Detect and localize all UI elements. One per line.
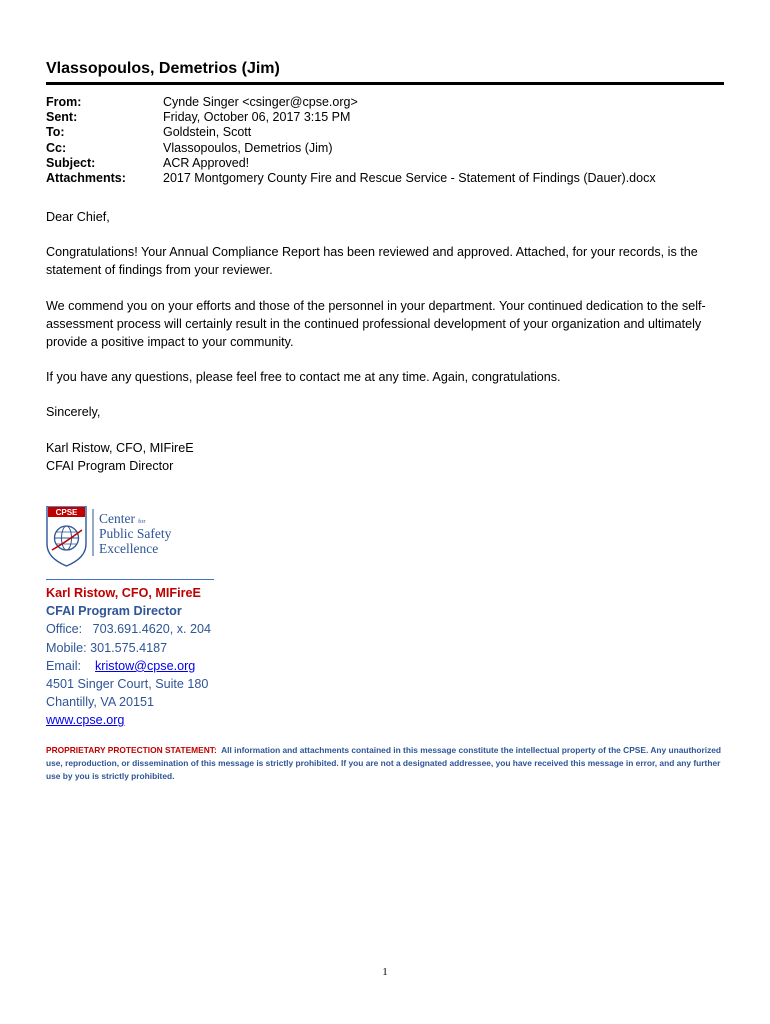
page-number: 1	[382, 966, 388, 978]
header-label: Cc:	[46, 140, 67, 155]
header-value: ACR Approved!	[163, 155, 250, 170]
cpse-logo	[46, 506, 186, 568]
email-link[interactable]: kristow@cpse.org	[95, 658, 196, 673]
mobile-label: Mobile:	[46, 640, 87, 655]
greeting: Dear Chief,	[46, 210, 110, 224]
header-label: Attachments:	[46, 171, 126, 186]
logo-wordmark-line: Public Safety	[99, 526, 172, 541]
body-paragraph: Congratulations! Your Annual Compliance Report has been reviewed and approved. Attached, for your records, is the statement of findings from your reviewer.	[46, 245, 698, 278]
mailbox-owner-title: Vlassopoulos, Demetrios (Jim)	[46, 60, 280, 77]
title-divider	[46, 82, 724, 85]
body-paragraph: If you have any questions, please feel free to contact me at any time. Again, congratulations.	[46, 370, 561, 385]
office-label: Office:	[46, 622, 83, 637]
header-value: Vlassopoulos, Demetrios (Jim)	[163, 140, 333, 155]
attachment-filename[interactable]: 2017 Montgomery County Fire and Rescue Service - Statement of Findings (Dauer).docx	[163, 171, 656, 186]
signature-divider	[46, 579, 214, 580]
logo-wordmark-center: Center for	[99, 511, 146, 526]
header-from	[46, 95, 656, 110]
header-label: Subject:	[46, 155, 96, 170]
header-label: From:	[46, 95, 82, 109]
signature-name: Karl Ristow, CFO, MIFireE	[46, 586, 201, 600]
sender-title: CFAI Program Director	[46, 458, 174, 473]
sender-name: Karl Ristow, CFO, MIFireE	[46, 440, 194, 455]
email-label: Email:	[46, 658, 81, 673]
signature-office	[46, 620, 211, 638]
signature-mobile	[46, 639, 211, 657]
closing: Sincerely,	[46, 405, 101, 420]
proprietary-text: All information and attachments contained in this message constitute the intellectual property of the CPSE. Any unauthorized use, reproduction, or dissemination of this message is strictly prohibited. If you are not a designated addressee, you have received this message in error, and any further use by you is strictly prohibited.	[46, 745, 722, 781]
email-body	[46, 208, 726, 475]
mobile-phone: 301.575.4187	[90, 640, 168, 655]
header-value: Cynde Singer <csinger@cpse.org>	[163, 95, 358, 109]
address-line: 4501 Singer Court, Suite 180	[46, 677, 209, 692]
proprietary-label: PROPRIETARY PROTECTION STATEMENT:	[46, 745, 217, 755]
header-label: Sent:	[46, 110, 78, 125]
logo-badge-text: CPSE	[55, 508, 78, 517]
header-subject	[46, 156, 656, 171]
header-to	[46, 125, 656, 140]
proprietary-statement	[46, 744, 726, 783]
office-phone: 703.691.4620, x. 204	[92, 622, 212, 637]
website-link[interactable]: www.cpse.org	[46, 713, 125, 728]
header-cc	[46, 141, 656, 156]
signature-role: CFAI Program Director	[46, 604, 182, 619]
header-sent	[46, 110, 656, 125]
logo-wordmark-line: Excellence	[99, 541, 159, 556]
header-attachments	[46, 171, 656, 186]
body-paragraph: We commend you on your efforts and those of the personnel in your department. Your continued dedication to the self-assessment process will certainly result in the continued professional development of your organization and ultimately provide a positive impact to your community.	[46, 298, 706, 350]
header-value: Goldstein, Scott	[163, 125, 252, 140]
header-label: To:	[46, 125, 65, 140]
email-headers	[46, 95, 656, 186]
address-line: Chantilly, VA 20151	[46, 695, 155, 710]
header-value: Friday, October 06, 2017 3:15 PM	[163, 110, 351, 125]
signature-email	[46, 657, 211, 675]
email-signature	[46, 584, 211, 730]
